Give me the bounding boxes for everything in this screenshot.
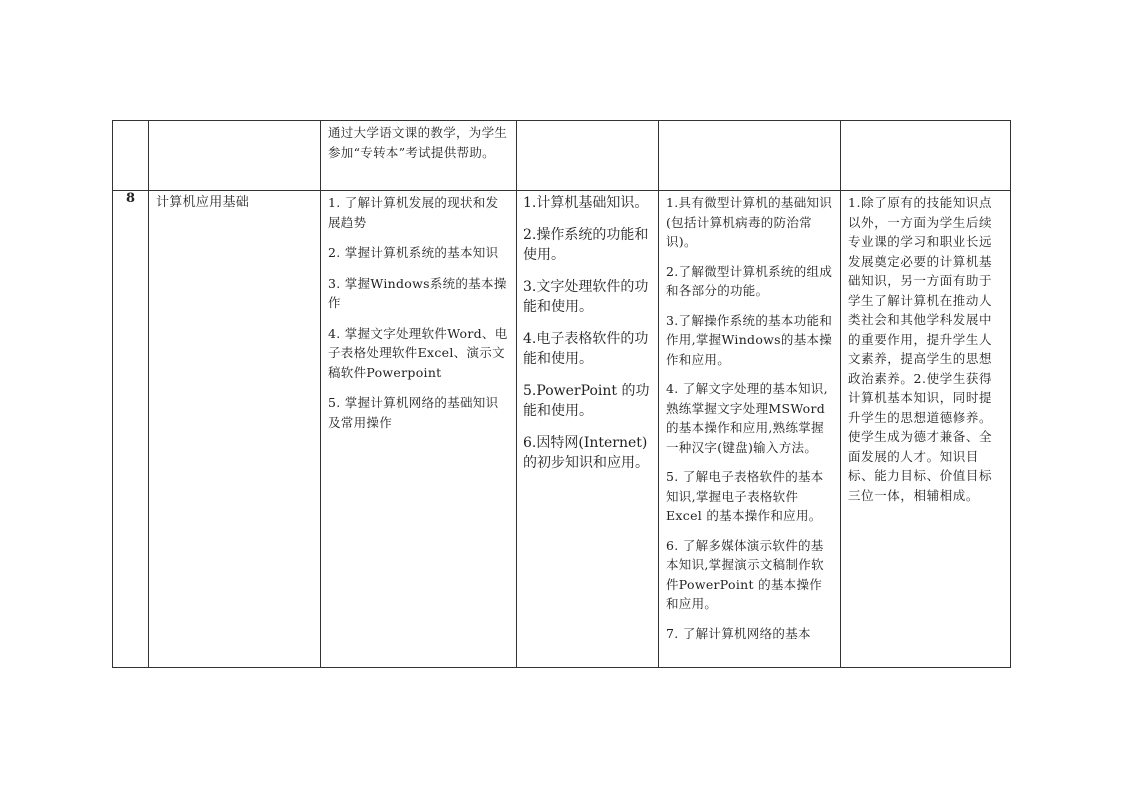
content-item: 6.因特网(Internet)的初步知识和应用。 xyxy=(523,435,649,471)
requirement-item: 4. 了解文字处理的基本知识,熟练掌握文字处理MSWord的基本操作和应用,熟练掌握一种汉字(键盘)输入方法。 xyxy=(666,381,828,455)
requirement-item: 1.具有微型计算机的基础知识(包括计算机病毒的防治常识)。 xyxy=(666,195,833,249)
course-name-cell xyxy=(149,121,321,191)
requirements-cell xyxy=(659,121,841,191)
number-cell xyxy=(113,191,149,668)
content-item: 4.电子表格软件的功能和使用。 xyxy=(523,331,649,367)
requirement-item: 3.了解操作系统的基本功能和作用,掌握Windows的基本操作和应用。 xyxy=(666,312,833,367)
content-item: 1.计算机基础知识。 xyxy=(523,195,649,211)
table-row xyxy=(113,121,1011,191)
ideology-text: 1.除了原有的技能知识点以外，一方面为学生后续专业课的学习和职业长远发展奠定必要的计算机基础知识，另一方面有助于学生了解计算机在推动人类社会和其他学科发展中的重要作用，提升学生人文素养，提高学生的思想政治素养。2.使学生获得计算机基本知识，同时提升学生的思想道德修养。使学生成为德才兼备、全面发展的人才。知识目标、能力目标、价值目标三位一体，相辅相成。 xyxy=(848,195,993,503)
content-item: 2.操作系统的功能和使用。 xyxy=(523,227,649,263)
requirement-item: 5. 了解电子表格软件的基本知识,掌握电子表格软件Excel 的基本操作和应用。 xyxy=(666,469,824,523)
requirement-item: 6. 了解多媒体演示软件的基本知识,掌握演示文稿制作软件PowerPoint 的基本操作和应用。 xyxy=(666,537,824,611)
number-cell xyxy=(113,121,149,191)
requirement-item: 7. 了解计算机网络的基本 xyxy=(666,625,811,641)
objective-item: 4. 掌握文字处理软件Word、电子表格处理软件Excel、演示文稿软件Powerpoint xyxy=(328,325,508,380)
objective-item: 通过大学语文课的教学，为学生参加“专转本”考试提供帮助。 xyxy=(328,125,508,160)
row-number: 8 xyxy=(125,191,136,206)
requirements-cell xyxy=(659,191,841,668)
objectives-cell xyxy=(321,191,517,668)
content-item: 3.文字处理软件的功能和使用。 xyxy=(523,279,649,315)
table-row xyxy=(113,191,1011,668)
course-name-cell xyxy=(149,191,321,668)
objective-item: 3. 掌握Windows系统的基本操作 xyxy=(328,275,507,310)
content-item: 5.PowerPoint 的功能和使用。 xyxy=(523,383,650,419)
content-cell xyxy=(517,191,659,668)
objective-item: 5. 掌握计算机网络的基础知识及常用操作 xyxy=(328,395,499,430)
objective-item: 2. 掌握计算机系统的基本知识 xyxy=(328,245,499,260)
requirement-item: 2.了解微型计算机系统的组成和各部分的功能。 xyxy=(666,263,833,298)
course-name: 计算机应用基础 xyxy=(156,195,250,210)
objective-item: 1. 了解计算机发展的现状和发展趋势 xyxy=(328,195,499,230)
ideology-cell xyxy=(841,121,1011,191)
ideology-cell xyxy=(841,191,1011,668)
course-table xyxy=(112,120,1011,668)
content-cell xyxy=(517,121,659,191)
objectives-cell xyxy=(321,121,517,191)
